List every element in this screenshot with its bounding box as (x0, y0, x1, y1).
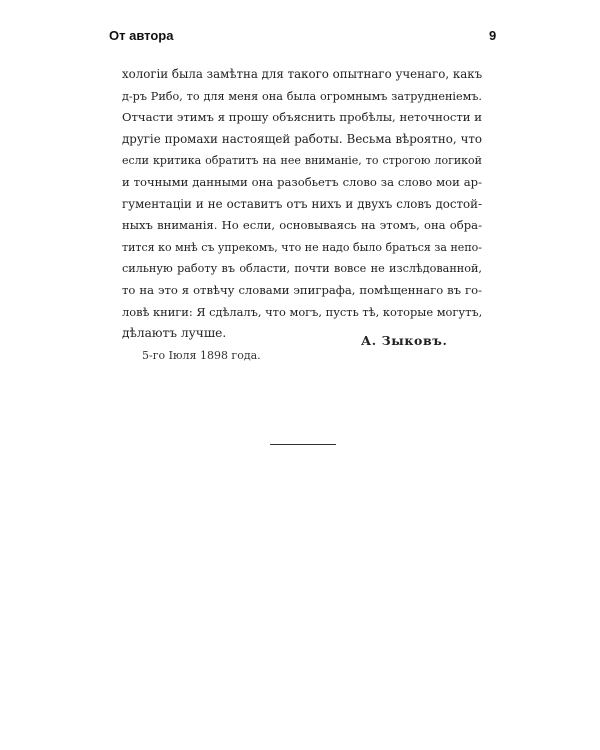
text-line: другіе промахи настоящей работы. Весьма вѣроятно, что (122, 131, 482, 146)
text-line: хологіи была замѣтна для такого опытнаго ученаго, какъ (122, 67, 483, 81)
date-line: 5-го Іюля 1898 года. (142, 349, 261, 362)
text-line: то на это я отвѣчу словами эпиграфа, помѣщеннаго въ го- (122, 282, 482, 297)
author-signature: А. Зыковъ. (361, 333, 448, 348)
text-line: д-ръ Рибо, то для меня она была огромнымъ затрудненіемъ. (122, 89, 482, 103)
text-line: Отчасти этимъ я прошу объяснить пробѣлы, неточности и (122, 110, 482, 125)
text-line: сильную работу въ области, почти вовсе не изслѣдованной, (122, 262, 482, 276)
text-line: тится ко мнѣ съ упрекомъ, что не надо было браться за непо- (122, 240, 482, 254)
text-line: гументаціи и не оставитъ отъ нихъ и двухъ словъ достой- (122, 196, 482, 211)
running-title: От автора (109, 28, 174, 43)
text-line: и точными данными она разобьетъ слово за слово мои ар- (122, 174, 482, 189)
page-number: 9 (489, 28, 497, 43)
section-divider (270, 444, 336, 445)
text-line: ловѣ книги: Я сдѣлалъ, что могъ, пусть тѣ, которые могутъ, (122, 304, 483, 319)
text-line: дѣлаютъ лучше. (122, 326, 227, 341)
text-line: ныхъ вниманія. Но если, основываясь на этомъ, она обра- (122, 218, 482, 233)
text-line: если критика обратитъ на нее вниманіе, то строгою логикой (122, 154, 482, 168)
body-paragraph (122, 64, 482, 345)
